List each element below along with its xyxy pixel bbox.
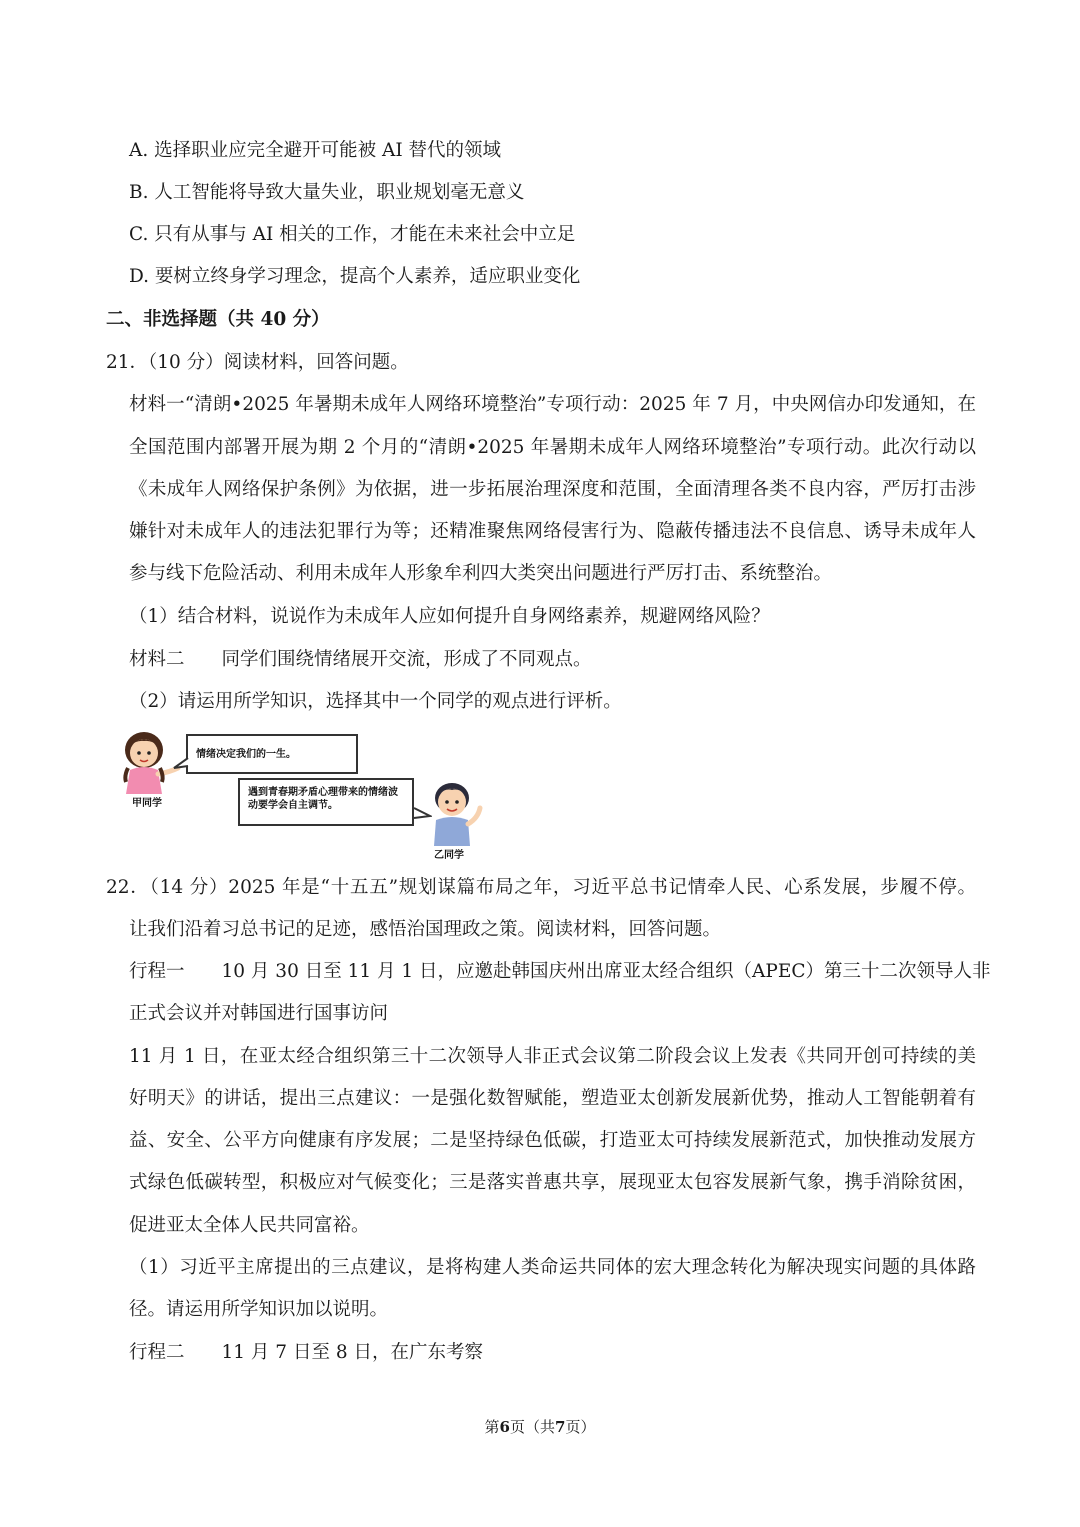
bubble-a-text: 情绪决定我们的一生。 (196, 749, 296, 760)
footer-suffix: 页） (565, 1418, 596, 1436)
footer-page-number: 6 (499, 1418, 510, 1436)
option-c: C. 只有从事与 AI 相关的工作，才能在未来社会中立足 (129, 224, 576, 245)
bubble-a-tail (172, 756, 190, 772)
bubble-b-text: 遇到青春期矛盾心理带来的情绪波动要学会自主调节。 (248, 787, 398, 811)
q22-trip2: 行程二 11 月 7 日至 8 日，在广东考察 (129, 1342, 483, 1363)
q21-material1-line: 参与线下危险活动、利用未成年人形象牟利四大类突出问题进行严厉打击、系统整治。 (129, 563, 833, 584)
q22-speech-line: 11 月 1 日，在亚太经合组织第三十二次领导人非正式会议第二阶段会议上发表《共同开创可持续的美 (129, 1046, 976, 1067)
q21-material1-line: 材料一“清朗•2025 年暑期未成年人网络环境整治”专项行动：2025 年 7 月，中央网信办印发通知，在 (129, 394, 976, 415)
q21-material1-line: 嫌针对未成年人的违法犯罪行为等；还精准聚焦网络侵害行为、隐蔽传播违法不良信息、诱导未成年人 (129, 521, 976, 542)
footer-total-pages: 7 (555, 1418, 566, 1436)
q22-trip1-line: 行程一 10 月 30 日至 11 月 1 日，应邀赴韩国庆州出席亚太经合组织（APEC）第三十二次领导人非 (129, 961, 991, 982)
label-student-b: 乙同学 (434, 850, 464, 861)
option-a: A. 选择职业应完全避开可能被 AI 替代的领域 (129, 140, 502, 161)
speech-bubble-a (186, 734, 358, 774)
option-b: B. 人工智能将导致大量失业，职业规划毫无意义 (129, 182, 525, 203)
q21-sub2: （2）请运用所学知识，选择其中一个同学的观点进行评析。 (129, 691, 622, 712)
footer-prefix: 第 (484, 1418, 500, 1436)
q21-sub1: （1）结合材料，说说作为未成年人应如何提升自身网络素养，规避网络风险？ (129, 606, 770, 627)
q22-stem-line: 22．（14 分）2025 年是“十五五”规划谋篇布局之年，习近平总书记情牵人民、心系发展，步履不停。 (106, 877, 976, 898)
speech-bubble-b (238, 778, 414, 826)
boy-student-icon (418, 778, 490, 850)
option-d: D. 要树立终身学习理念，提高个人素养，适应职业变化 (129, 266, 581, 287)
q21-material2: 材料二 同学们围绕情绪展开交流，形成了不同观点。 (129, 649, 592, 670)
q22-stem-line: 让我们沿着习总书记的足迹，感悟治国理政之策。阅读材料，回答问题。 (129, 919, 722, 940)
q22-speech-line: 式绿色低碳转型，积极应对气候变化；三是落实普惠共享，展现亚太包容发展新气象，携手消除贫困， (129, 1172, 976, 1193)
q21-material1-line: 《未成年人网络保护条例》为依据，进一步拓展治理深度和范围，全面清理各类不良内容，严厉打击涉 (129, 479, 976, 500)
q22-sub1-line: （1）习近平主席提出的三点建议，是将构建人类命运共同体的宏大理念转化为解决现实问题的具体路 (129, 1257, 976, 1278)
page-footer (0, 1416, 1080, 1437)
q22-speech-line: 益、安全、公平方向健康有序发展；二是坚持绿色低碳，打造亚太可持续发展新范式，加快推动发展方 (129, 1130, 976, 1151)
q22-speech-line: 好明天》的讲话，提出三点建议：一是强化数智赋能，塑造亚太创新发展新优势，推动人工智能朝着有 (129, 1088, 976, 1109)
students-illustration (118, 728, 490, 861)
q22-sub1-line: 径。请运用所学知识加以说明。 (129, 1299, 389, 1320)
section-title: 二、非选择题（共 40 分） (106, 309, 330, 330)
q22-speech-line: 促进亚太全体人民共同富裕。 (129, 1215, 370, 1236)
q21-material1-line: 全国范围内部署开展为期 2 个月的“清朗•2025 年暑期未成年人网络环境整治”专项行动。此次行动以 (129, 437, 976, 458)
q21-stem: 21．（10 分）阅读材料，回答问题。 (106, 352, 409, 373)
label-student-a: 甲同学 (132, 798, 162, 809)
q22-trip1-line: 正式会议并对韩国进行国事访问 (129, 1003, 389, 1024)
footer-middle: 页（共 (509, 1418, 555, 1436)
